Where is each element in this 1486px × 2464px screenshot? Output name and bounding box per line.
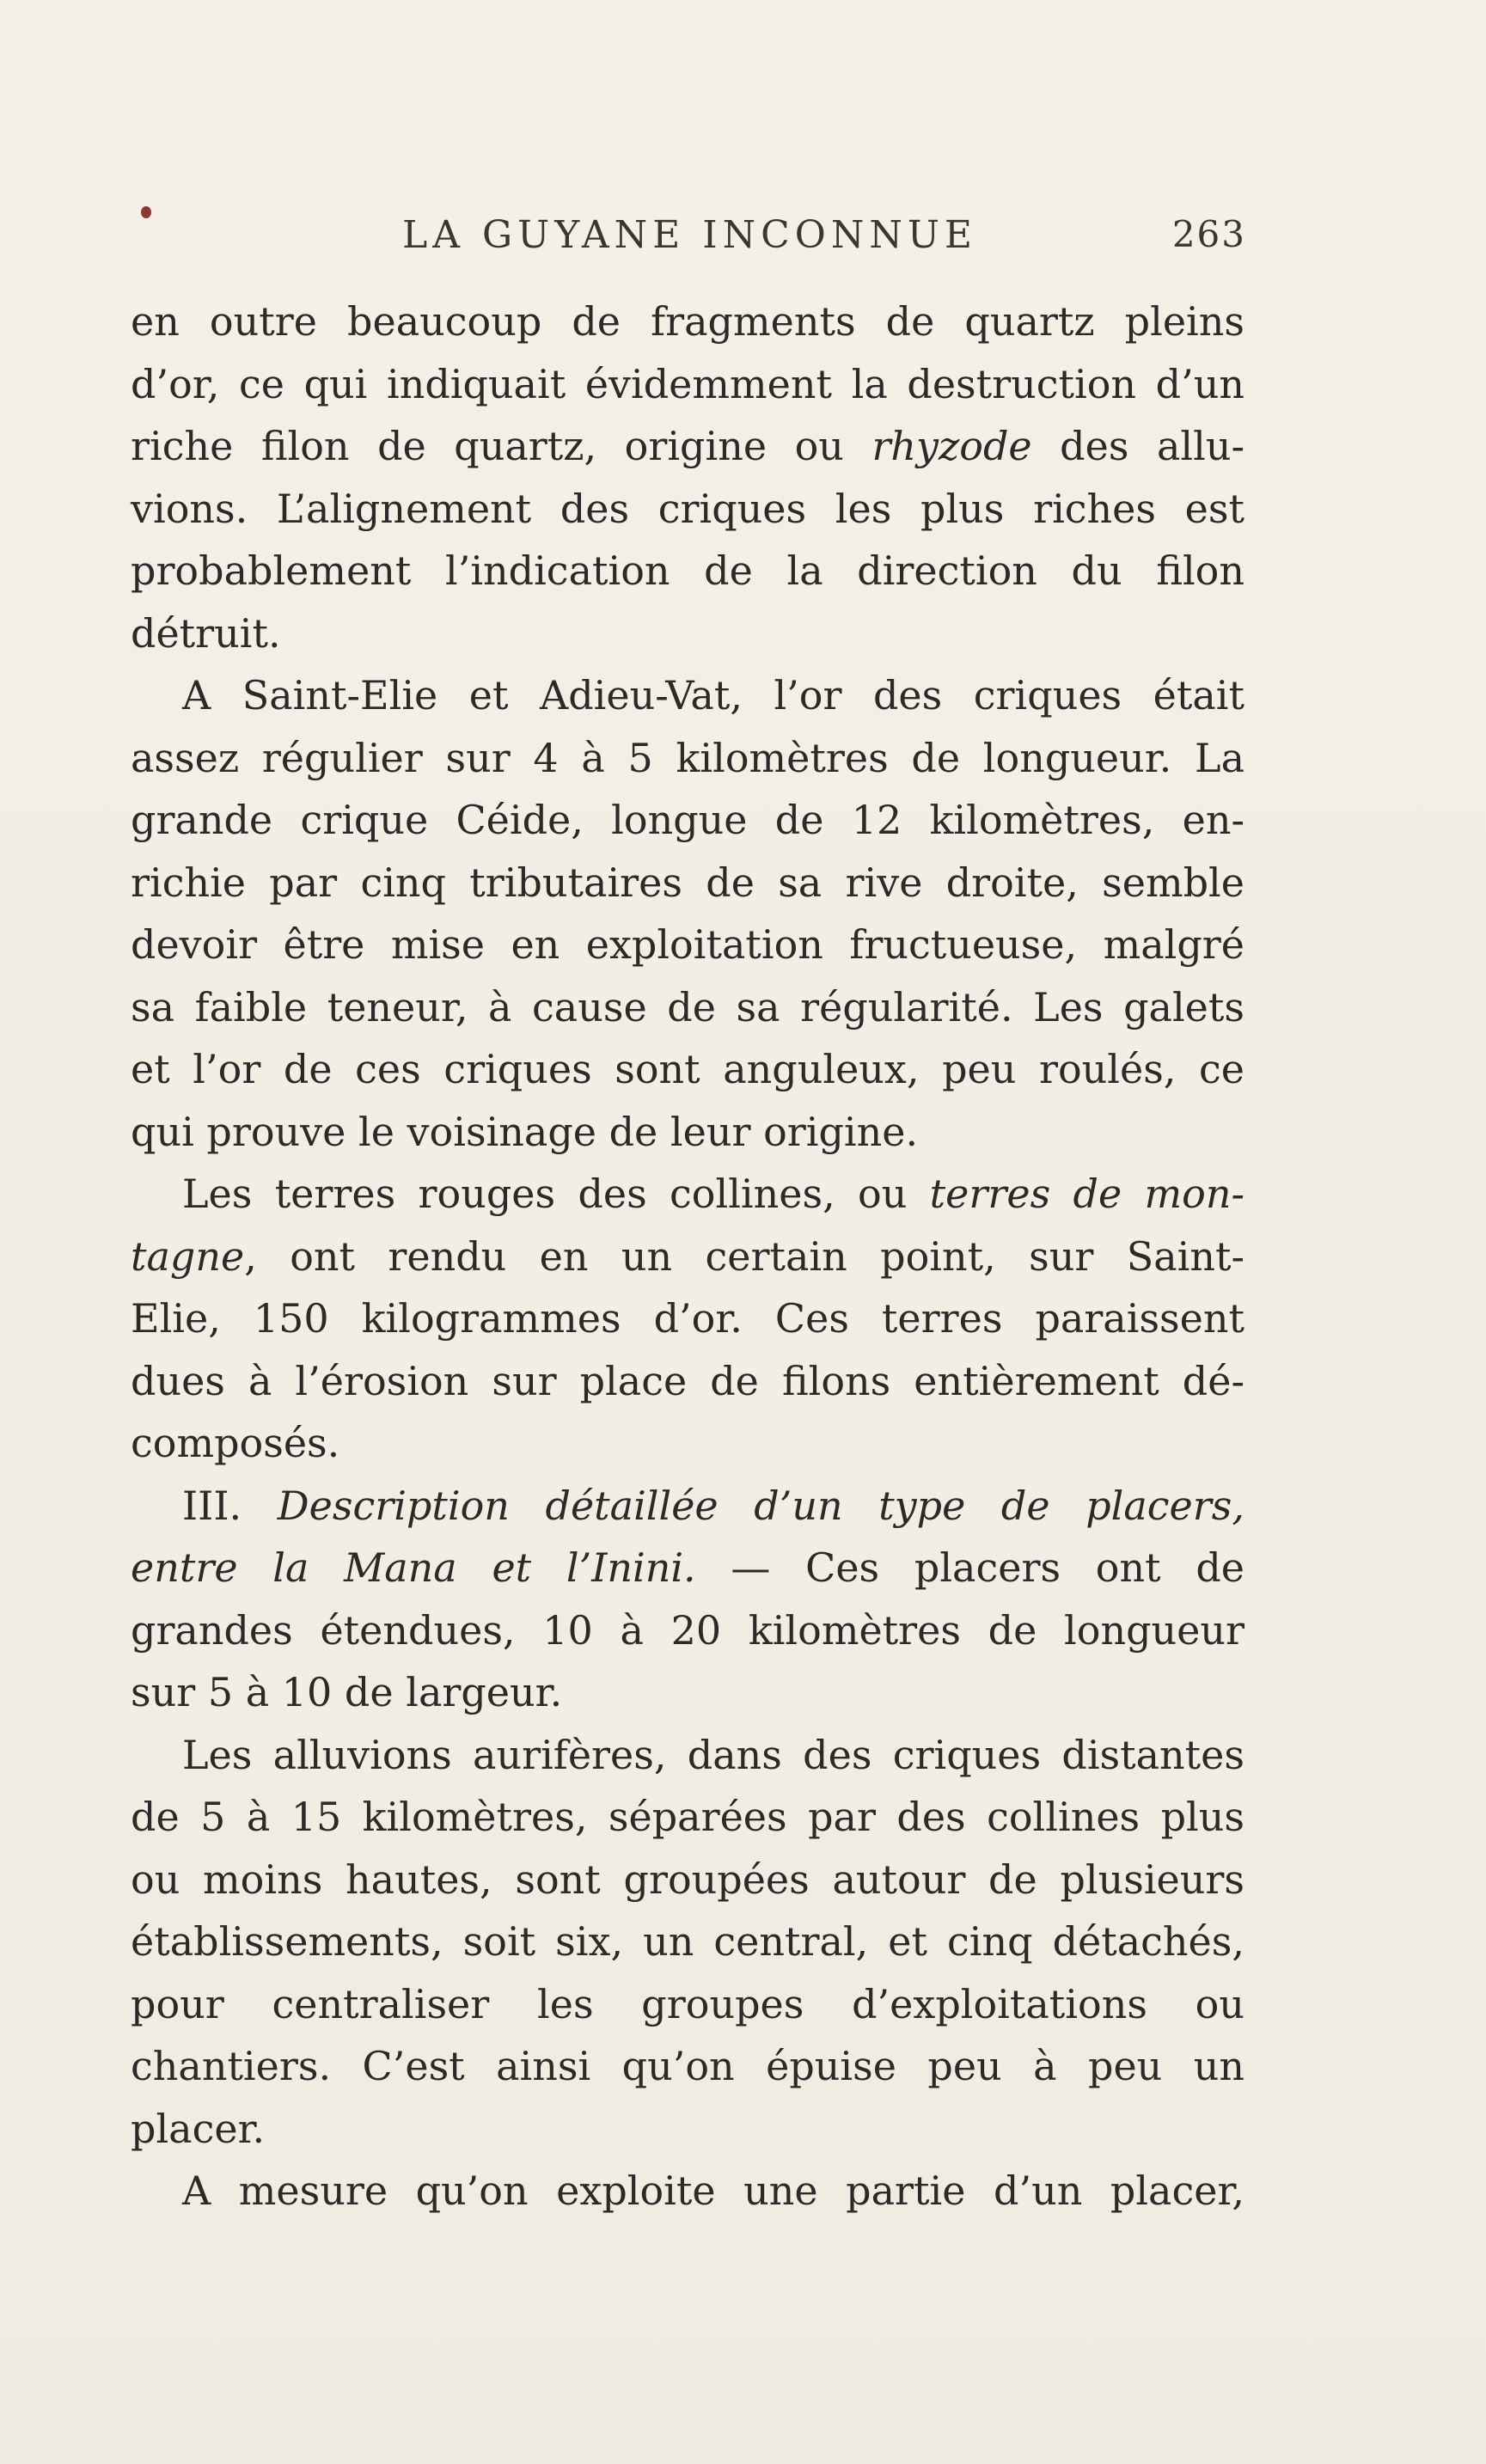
- text-line: ou moins hautes, sont groupées autour de plusieurs: [131, 1856, 1244, 1903]
- text-segment: , ont rendu en un certain point, sur Saint-: [244, 1232, 1244, 1280]
- text-line: composés.: [131, 1420, 340, 1466]
- page-number: 263: [1171, 213, 1246, 255]
- text-line: A mesure qu’on exploite une partie d’un placer,: [182, 2167, 1244, 2214]
- text-line: Elie, 150 kilogrammes d’or. Ces terres paraissent: [131, 1295, 1244, 1342]
- ink-mark: [141, 206, 151, 218]
- text-line: et l’or de ces criques sont anguleux, peu roulés, ce: [131, 1046, 1244, 1092]
- text-line: placer.: [131, 2105, 266, 2152]
- text-line: Les alluvions aurifères, dans des criques distantes: [182, 1731, 1244, 1778]
- text-line: [131, 1475, 1244, 1538]
- italic-text: Description détaillée d’un type de placers,: [277, 1482, 1244, 1529]
- text-line: [131, 1226, 1244, 1288]
- text-line: en outre beaucoup de fragments de quartz pleins: [131, 298, 1244, 345]
- text-line: pour centraliser les groupes d’exploitations ou: [131, 1980, 1244, 2027]
- text-line: A Saint-Elie et Adieu-Vat, l’or des criques était: [182, 672, 1244, 718]
- italic-text: tagne: [131, 1232, 245, 1280]
- text-segment: — Ces placers ont de: [695, 1544, 1244, 1591]
- text-line: détruit.: [131, 609, 281, 657]
- italic-text: terres de mon-: [929, 1171, 1244, 1217]
- text-segment: riche filon de quartz, origine ou: [131, 423, 872, 469]
- text-line: vions. L’alignement des criques les plus riches est: [131, 485, 1244, 532]
- text-line: richie par cinq tributaires de sa rive droite, semble: [131, 859, 1244, 906]
- text-segment: Les terres rouges des collines, ou: [182, 1171, 930, 1217]
- text-line: sa faible teneur, à cause de sa régularité. Les galets: [131, 983, 1244, 1030]
- text-line: dues à l’érosion sur place de filons entièrement dé-: [131, 1357, 1244, 1404]
- text-line: [131, 1163, 1244, 1226]
- text-line: d’or, ce qui indiquait évidemment la destruction d’un: [131, 360, 1244, 407]
- text-line: sur 5 à 10 de largeur.: [131, 1669, 563, 1715]
- text-line: [131, 1537, 1244, 1599]
- page-header: [129, 205, 1246, 256]
- italic-text: rhyzode: [871, 423, 1032, 469]
- text-line: probablement l’indication de la direction du filon: [131, 547, 1244, 594]
- text-line: qui prouve le voisinage de leur origine.: [131, 1108, 919, 1155]
- running-title: LA GUYANE INCONNUE: [402, 213, 978, 257]
- text-line: assez régulier sur 4 à 5 kilomètres de longueur. La: [131, 734, 1244, 781]
- text-segment: III.: [182, 1482, 278, 1529]
- text-line: devoir être mise en exploitation fructueuse, malgré: [131, 921, 1244, 968]
- body-text: [131, 290, 1244, 2222]
- text-line: de 5 à 15 kilomètres, séparées par des collines plus: [131, 1794, 1244, 1840]
- italic-text: entre la Mana et l’Inini.: [131, 1544, 696, 1591]
- text-line: chantiers. C’est ainsi qu’on épuise peu à peu un: [131, 2043, 1244, 2089]
- text-line: grande crique Céide, longue de 12 kilomètres, en-: [131, 797, 1244, 843]
- text-line: [131, 415, 1244, 478]
- text-line: grandes étendues, 10 à 20 kilomètres de longueur: [131, 1606, 1244, 1654]
- text-segment: des allu-: [1031, 423, 1244, 469]
- text-line: établissements, soit six, un central, et cinq détachés,: [131, 1918, 1244, 1965]
